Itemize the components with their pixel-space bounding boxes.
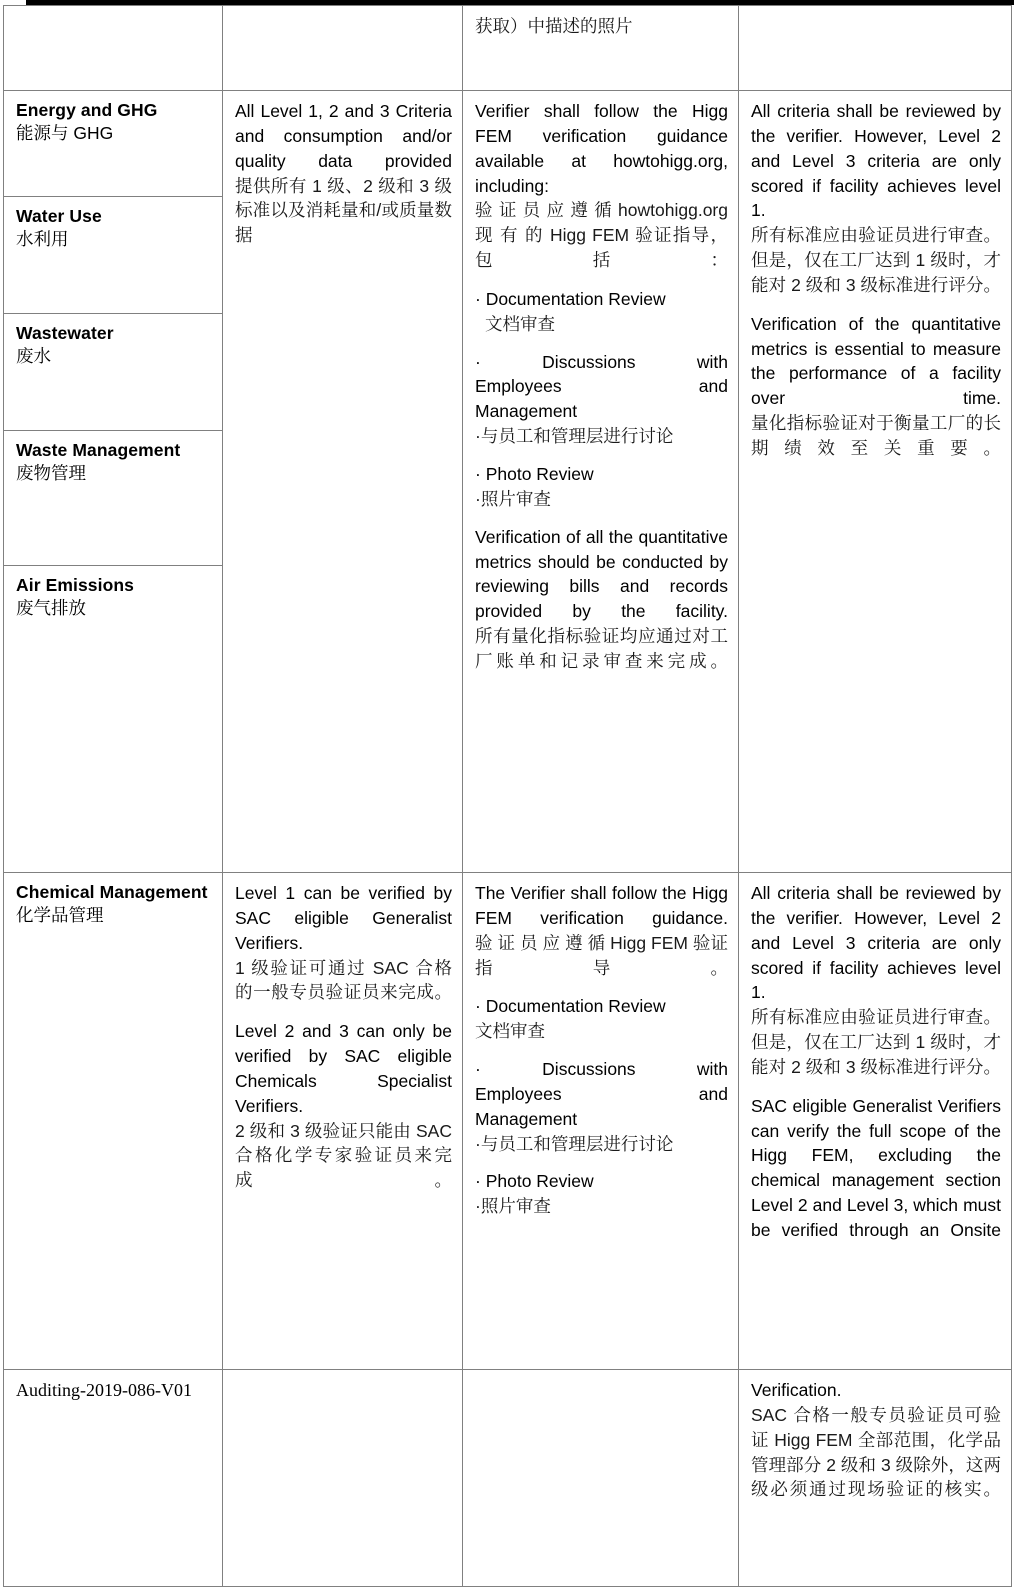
chem-guidance-intro-zh: 验 证 员 应 遵 循 Higg FEM 验证指导。	[475, 932, 728, 978]
category-label-en: Waste Management	[16, 440, 181, 460]
category-label-zh: 废水	[16, 345, 51, 366]
category-cell-waste-management	[4, 431, 223, 566]
chem-scoring-p2-en: SAC eligible Generalist Verifiers can verify the full scope of the Higg FEM, excluding the chemical management section Level 2 and Level 3, which must be verified through an Onsite	[751, 1095, 1001, 1240]
category-label-zh: 废气排放	[16, 597, 86, 618]
category-cell-water-use	[4, 197, 223, 314]
photo-continuation-text: 获取）中描述的照片	[475, 16, 633, 36]
cell-env-guidance	[463, 91, 739, 873]
cell-env-scoring	[739, 91, 1012, 873]
category-label-en: Air Emissions	[16, 575, 135, 595]
category-label-en: Chemical Management	[16, 882, 208, 902]
env-guidance-intro-en: Verifier shall follow the Higg FEM verification guidance available at howtohigg.org, including:	[475, 101, 728, 196]
category-label-en: Water Use	[16, 206, 102, 226]
env-bullet-discussions	[475, 350, 728, 449]
category-cell-air-emissions	[4, 566, 223, 873]
bullet-label-zh: ·与员工和管理层进行讨论	[475, 426, 674, 447]
cell-env-criteria	[223, 91, 463, 873]
table-row-chemical-management	[4, 873, 1012, 1370]
category-cell-chemical-management	[4, 873, 223, 1370]
chem-bullet-photo-review	[475, 1169, 728, 1219]
verification-requirements-table	[3, 5, 1012, 1587]
category-label-zh: 水利用	[16, 228, 69, 249]
cell-footer-scoring-continued	[739, 1370, 1012, 1587]
bullet-label-zh: ·与员工和管理层进行讨论	[475, 1133, 674, 1154]
bullet-label-en: · Discussions with Employees and Management	[475, 1059, 728, 1129]
category-label-zh: 化学品管理	[16, 904, 104, 925]
cell-chem-criteria	[223, 873, 463, 1370]
bullet-label-zh: 文档审查	[485, 313, 555, 334]
chem-criteria-p2-zh: 2 级和 3 级验证只能由 SAC 合格化学专家验证员来完成。	[235, 1120, 452, 1191]
chem-criteria-p2-en: Level 2 and 3 can only be verified by SAC eligible Chemicals Specialist Verifiers.	[235, 1021, 452, 1116]
category-cell-wastewater	[4, 314, 223, 431]
env-guidance-closing-en: Verification of all the quantitative metrics should be conducted by reviewing bills and records provided by the facility.	[475, 526, 728, 622]
document-code-label: Auditing-2019-086-V01	[16, 1380, 192, 1400]
chem-criteria-p1-zh: 1 级验证可通过 SAC 合格的一般专员验证员来完成。	[235, 957, 452, 1003]
env-scoring-p1-zh: 所有标准应由验证员进行审查。但是，仅在工厂达到 1 级时，才能对 2 级和 3 级标准进行评分。	[751, 225, 1001, 295]
footer-scoring-zh: SAC 合格一般专员验证员可验证 Higg FEM 全部范围，化学品管理部分 2 级和 3 级除外，这两级必须通过现场验证的核实。	[751, 1404, 1001, 1500]
env-bullet-photo-review	[475, 462, 728, 512]
bullet-label-zh: ·照片审查	[475, 1196, 551, 1217]
cell-chem-scoring	[739, 873, 1012, 1370]
cell-empty-c1	[4, 6, 223, 91]
env-guidance-closing-zh: 所有量化指标验证均应通过对工厂账单和记录审查来完成。	[475, 626, 728, 671]
chem-scoring-p1-en: All criteria shall be reviewed by the verifier. However, Level 2 and Level 3 criteria are only scored if facility achieves level 1.	[751, 883, 1001, 1003]
chem-bullet-discussions	[475, 1057, 728, 1156]
cell-photo-continuation	[463, 6, 739, 91]
footer-scoring-en: Verification.	[751, 1380, 842, 1400]
table-row-energy-ghg	[4, 91, 1012, 197]
bullet-label-en: · Photo Review	[475, 1171, 594, 1192]
table-row-continuation	[4, 6, 1012, 91]
cell-empty-c2	[223, 6, 463, 91]
env-criteria-en: All Level 1, 2 and 3 Criteria and consumption and/or quality data provided	[235, 101, 452, 171]
env-bullet-documentation-review	[475, 287, 728, 337]
bullet-label-zh: ·照片审查	[475, 488, 551, 509]
env-criteria-zh: 提供所有 1 级、2 级和 3 级标准以及消耗量和/或质量数据	[235, 175, 452, 246]
category-label-zh: 能源与 GHG	[16, 122, 114, 143]
category-label-en: Wastewater	[16, 323, 114, 343]
category-cell-energy-ghg	[4, 91, 223, 197]
chem-criteria-p1-en: Level 1 can be verified by SAC eligible Generalist Verifiers.	[235, 883, 452, 953]
cell-document-code	[4, 1370, 223, 1587]
bullet-label-en: · Documentation Review	[475, 288, 666, 309]
env-guidance-intro-zh: 验 证 员 应 遵 循 howtohigg.org 现 有 的 Higg FEM 验证指导，包括：	[475, 200, 728, 271]
cell-chem-guidance	[463, 873, 739, 1370]
chem-bullet-documentation-review	[475, 994, 728, 1044]
chem-scoring-p1-zh: 所有标准应由验证员进行审查。但是，仅在工厂达到 1 级时，才能对 2 级和 3 级标准进行评分。	[751, 1007, 1001, 1077]
table-row-footer	[4, 1370, 1012, 1587]
env-scoring-p1-en: All criteria shall be reviewed by the verifier. However, Level 2 and Level 3 criteria are only scored if facility achieves level 1.	[751, 101, 1001, 221]
cell-footer-empty-c2	[223, 1370, 463, 1587]
category-label-zh: 废物管理	[16, 462, 86, 483]
bullet-label-en: · Documentation Review	[475, 996, 666, 1017]
env-scoring-p2-zh: 量化指标验证对于衡量工厂的长期绩效至关重要。	[751, 413, 1001, 458]
env-scoring-p2-en: Verification of the quantitative metrics is essential to measure the performance of a facility over time.	[751, 313, 1001, 409]
cell-empty-c4	[739, 6, 1012, 91]
cell-footer-empty-c3	[463, 1370, 739, 1587]
bullet-label-en: · Photo Review	[475, 463, 594, 484]
chem-guidance-intro-en: The Verifier shall follow the Higg FEM verification guidance.	[475, 883, 728, 928]
bullet-label-zh: 文档审查	[475, 1021, 545, 1042]
category-label-en: Energy and GHG	[16, 100, 158, 120]
bullet-label-en: · Discussions with Employees and Management	[475, 351, 728, 422]
